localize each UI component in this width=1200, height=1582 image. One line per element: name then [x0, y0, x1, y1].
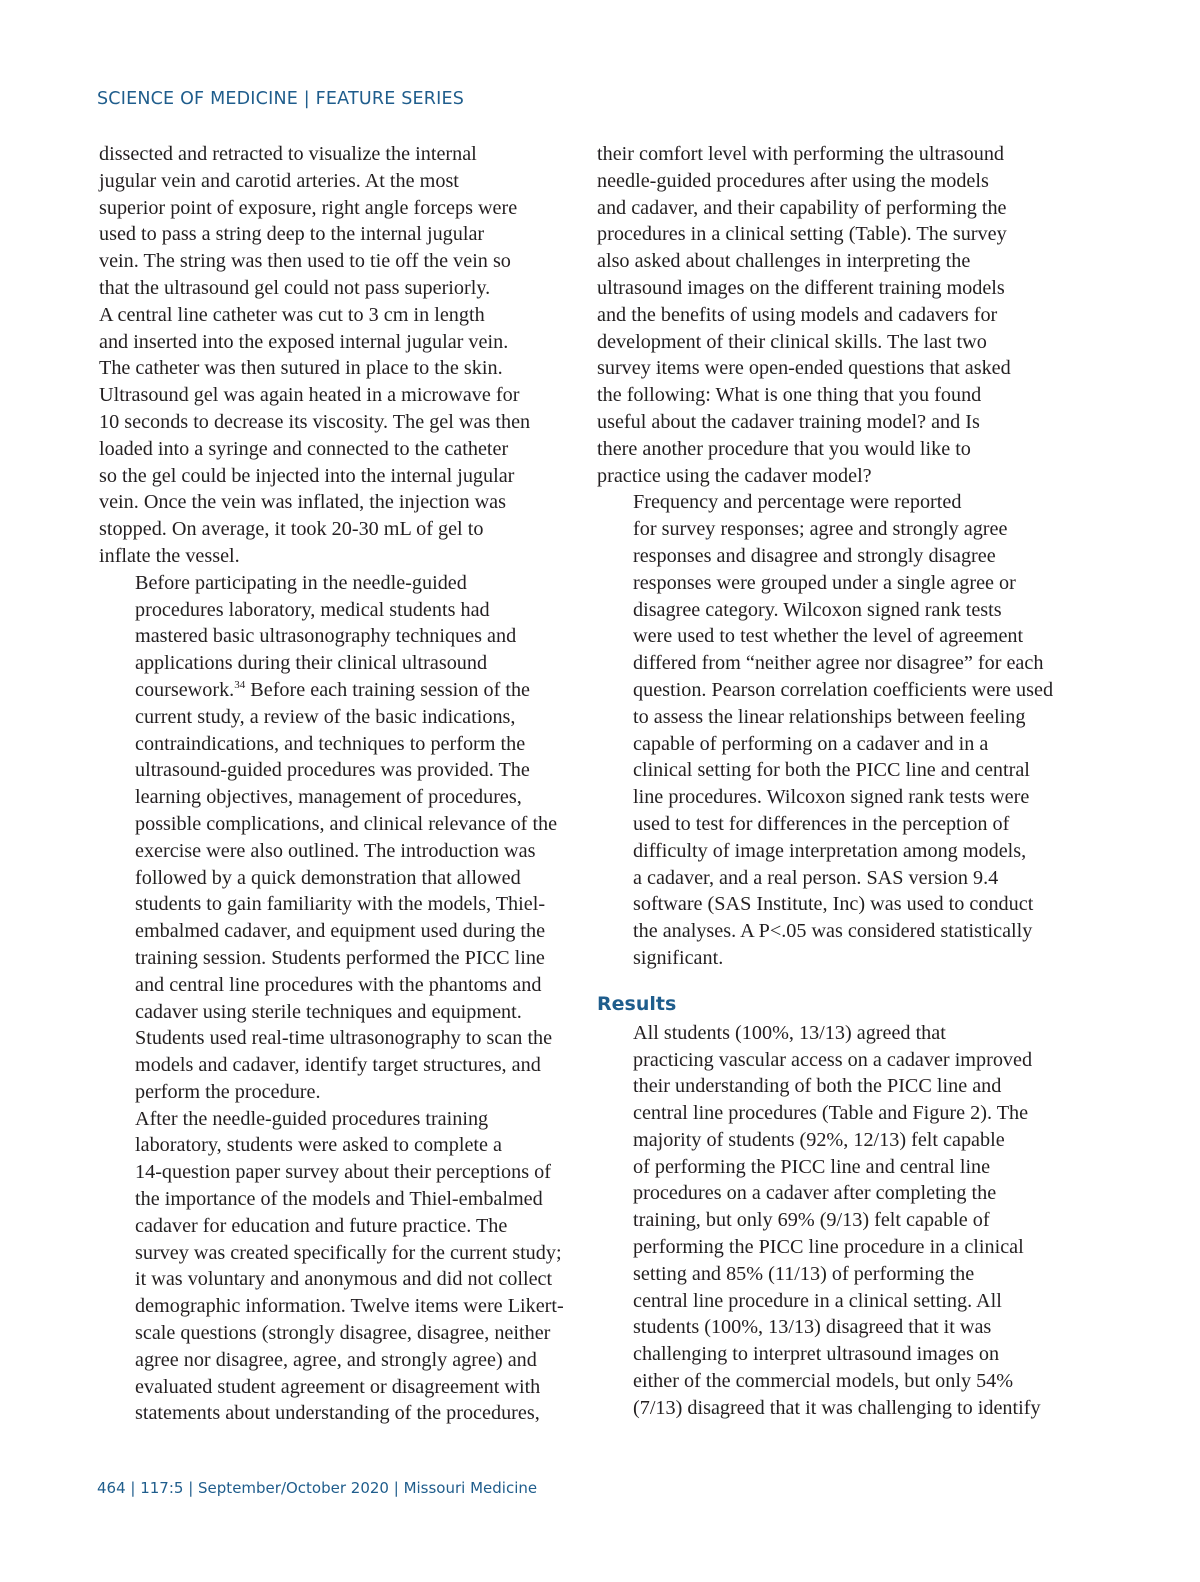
text-line: All students (100%, 13/13) agreed that [633, 1021, 946, 1044]
section-heading-results: Results [597, 992, 677, 1015]
text-line: and inserted into the exposed internal jugular vein. [99, 330, 509, 353]
text-line: After the needle-guided procedures training [135, 1107, 489, 1130]
paragraph [99, 570, 559, 1106]
text-line: and cadaver, and their capability of performing the [597, 196, 1007, 219]
text-line: procedures laboratory, medical students had [135, 598, 490, 621]
text-line: a cadaver, and a real person. SAS version 9.4 [633, 866, 999, 889]
text-line: the importance of the models and Thiel-embalmed [135, 1188, 543, 1211]
text-line: jugular vein and carotid arteries. At the most [99, 169, 459, 192]
text-line: performing the PICC line procedure in a clinical [633, 1236, 1024, 1259]
text-line: practicing vascular access on a cadaver improved [633, 1048, 1033, 1071]
text-line: differed from “neither agree nor disagree” for each [633, 652, 1044, 675]
text-line: vein. The string was then used to tie off the vein so [99, 250, 511, 273]
text-line: disagree category. Wilcoxon signed rank tests [633, 598, 1002, 621]
text-line: evaluated student agreement or disagreement with [135, 1375, 541, 1398]
text-line: agree nor disagree, agree, and strongly agree) and [135, 1348, 537, 1371]
text-line: possible complications, and clinical relevance of the [135, 812, 558, 835]
text-line: students to gain familiarity with the models, Thiel- [135, 893, 546, 916]
text-line: Before participating in the needle-guided [135, 571, 467, 594]
text-line: development of their clinical skills. The last two [597, 330, 987, 353]
text-line: Ultrasound gel was again heated in a microwave for [99, 384, 520, 407]
text-line: Frequency and percentage were reported [633, 491, 962, 514]
text-line: and the benefits of using models and cadavers for [597, 303, 998, 326]
text-line: so the gel could be injected into the internal jugular [99, 464, 515, 487]
text-line: significant. [633, 946, 724, 969]
text-line: also asked about challenges in interpreting the [597, 250, 971, 273]
text-line: responses and disagree and strongly disagree [633, 544, 996, 567]
text-line: either of the commercial models, but only 54% [633, 1370, 1014, 1393]
text-line: 14-question paper survey about their perceptions of [135, 1161, 551, 1184]
text-line: training, but only 69% (9/13) felt capable of [633, 1209, 990, 1232]
text-line: used to pass a string deep to the internal jugular [99, 223, 485, 246]
text-line: challenging to interpret ultrasound images on [633, 1343, 1000, 1366]
text-line: line procedures. Wilcoxon signed rank tests were [633, 786, 1030, 809]
text-line: laboratory, students were asked to complete a [135, 1134, 502, 1157]
text-line: loaded into a syringe and connected to the catheter [99, 437, 509, 460]
text-line: contraindications, and techniques to perform the [135, 732, 526, 755]
page-footer: 464 | 117:5 | September/October 2020 | Missouri Medicine [97, 1479, 538, 1497]
text-line: their comfort level with performing the ultrasound [597, 143, 1005, 165]
text-line: responses were grouped under a single agree or [633, 571, 1016, 594]
text-line: exercise were also outlined. The introduction was [135, 839, 536, 862]
line-with-citation: coursework.$^{34}$ Before each training session of the [135, 678, 531, 701]
paragraph [99, 141, 559, 570]
text-line: were used to test whether the level of agreement [633, 625, 1024, 648]
text-line: A central line catheter was cut to 3 cm in length [99, 303, 485, 326]
text-line: the analyses. A P<.05 was considered statistically [633, 920, 1033, 943]
text-line: ultrasound images on the different training models [597, 276, 1005, 299]
text-line: students (100%, 13/13) disagreed that it was [633, 1316, 992, 1339]
text-line: useful about the cadaver training model? and Is [597, 410, 980, 433]
text-line: statements about understanding of the procedures, [135, 1402, 540, 1425]
right-column [597, 141, 1054, 1422]
paragraph [597, 1020, 1049, 1422]
text-line: of performing the PICC line and central line [633, 1155, 991, 1178]
text-line: vein. Once the vein was inflated, the injection was [99, 491, 506, 514]
left-column [99, 141, 564, 1427]
text-line: there another procedure that you would like to [597, 437, 971, 460]
running-head: SCIENCE OF MEDICINE | FEATURE SERIES [97, 89, 465, 109]
text-line: needle-guided procedures after using the models [597, 169, 989, 192]
text-line: dissected and retracted to visualize the internal [99, 143, 477, 165]
text-line: majority of students (92%, 12/13) felt capable [633, 1128, 1005, 1151]
text-line: central line procedures (Table and Figure 2). The [633, 1102, 1029, 1125]
text-line: clinical setting for both the PICC line and central [633, 759, 1030, 782]
text-line: demographic information. Twelve items were Likert- [135, 1295, 564, 1318]
text-line: Students used real-time ultrasonography to scan the [135, 1027, 553, 1050]
text-line: procedures in a clinical setting (Table). The survey [597, 223, 1007, 246]
text-line: superior point of exposure, right angle forceps were [99, 196, 518, 219]
text-line: survey was created specifically for the current study; [135, 1241, 562, 1264]
text-line: practice using the cadaver model? [597, 464, 872, 487]
text-line: 10 seconds to decrease its viscosity. The gel was then [99, 410, 531, 433]
text-line: software (SAS Institute, Inc) was used to conduct [633, 893, 1034, 916]
text-line: setting and 85% (11/13) of performing the [633, 1262, 975, 1285]
text-line: capable of performing on a cadaver and in a [633, 732, 989, 755]
text-line: inflate the vessel. [99, 544, 240, 567]
text-line: current study, a review of the basic indications, [135, 705, 516, 728]
text-line: perform the procedure. [135, 1080, 321, 1103]
text-line: for survey responses; agree and strongly agree [633, 518, 1008, 541]
paragraph [99, 1106, 564, 1428]
text-line: and central line procedures with the phantoms and [135, 973, 542, 996]
text-line: the following: What is one thing that you found [597, 384, 982, 407]
text-line: models and cadaver, identify target structures, and [135, 1054, 541, 1077]
text-line: their understanding of both the PICC line and [633, 1075, 1002, 1098]
text-line: used to test for differences in the perception of [633, 812, 1010, 835]
text-line: question. Pearson correlation coefficients were used [633, 678, 1054, 701]
text-line: mastered basic ultrasonography techniques and [135, 625, 517, 648]
text-line: followed by a quick demonstration that allowed [135, 866, 521, 889]
text-line: difficulty of image interpretation among models, [633, 839, 1027, 862]
text-line: procedures on a cadaver after completing the [633, 1182, 997, 1205]
citation-superscript[interactable]: 34 [234, 678, 246, 691]
text-line: applications during their clinical ultrasound [135, 652, 488, 675]
text-line: survey items were open-ended questions that asked [597, 357, 1011, 380]
text-line: that the ultrasound gel could not pass superiorly. [99, 276, 491, 299]
text-line: The catheter was then sutured in place to the skin. [99, 357, 503, 380]
text-line: training session. Students performed the PICC line [135, 946, 545, 969]
text-line: it was voluntary and anonymous and did not collect [135, 1268, 553, 1291]
text-line: scale questions (strongly disagree, disagree, neither [135, 1322, 551, 1345]
text-line: stopped. On average, it took 20-30 mL of gel to [99, 518, 484, 541]
text-line: learning objectives, management of procedures, [135, 786, 522, 809]
text-line: ultrasound-guided procedures was provided. The [135, 759, 530, 782]
text-line: to assess the linear relationships between feeling [633, 705, 1026, 728]
paragraph [597, 141, 1049, 489]
text-line: cadaver for education and future practice. The [135, 1214, 508, 1237]
text-line: embalmed cadaver, and equipment used during the [135, 920, 546, 943]
text-line: (7/13) disagreed that it was challenging to identify [633, 1396, 1041, 1419]
text-line: cadaver using sterile techniques and equipment. [135, 1000, 522, 1023]
text-line: central line procedure in a clinical setting. All [633, 1289, 1002, 1312]
paragraph [597, 489, 1054, 971]
